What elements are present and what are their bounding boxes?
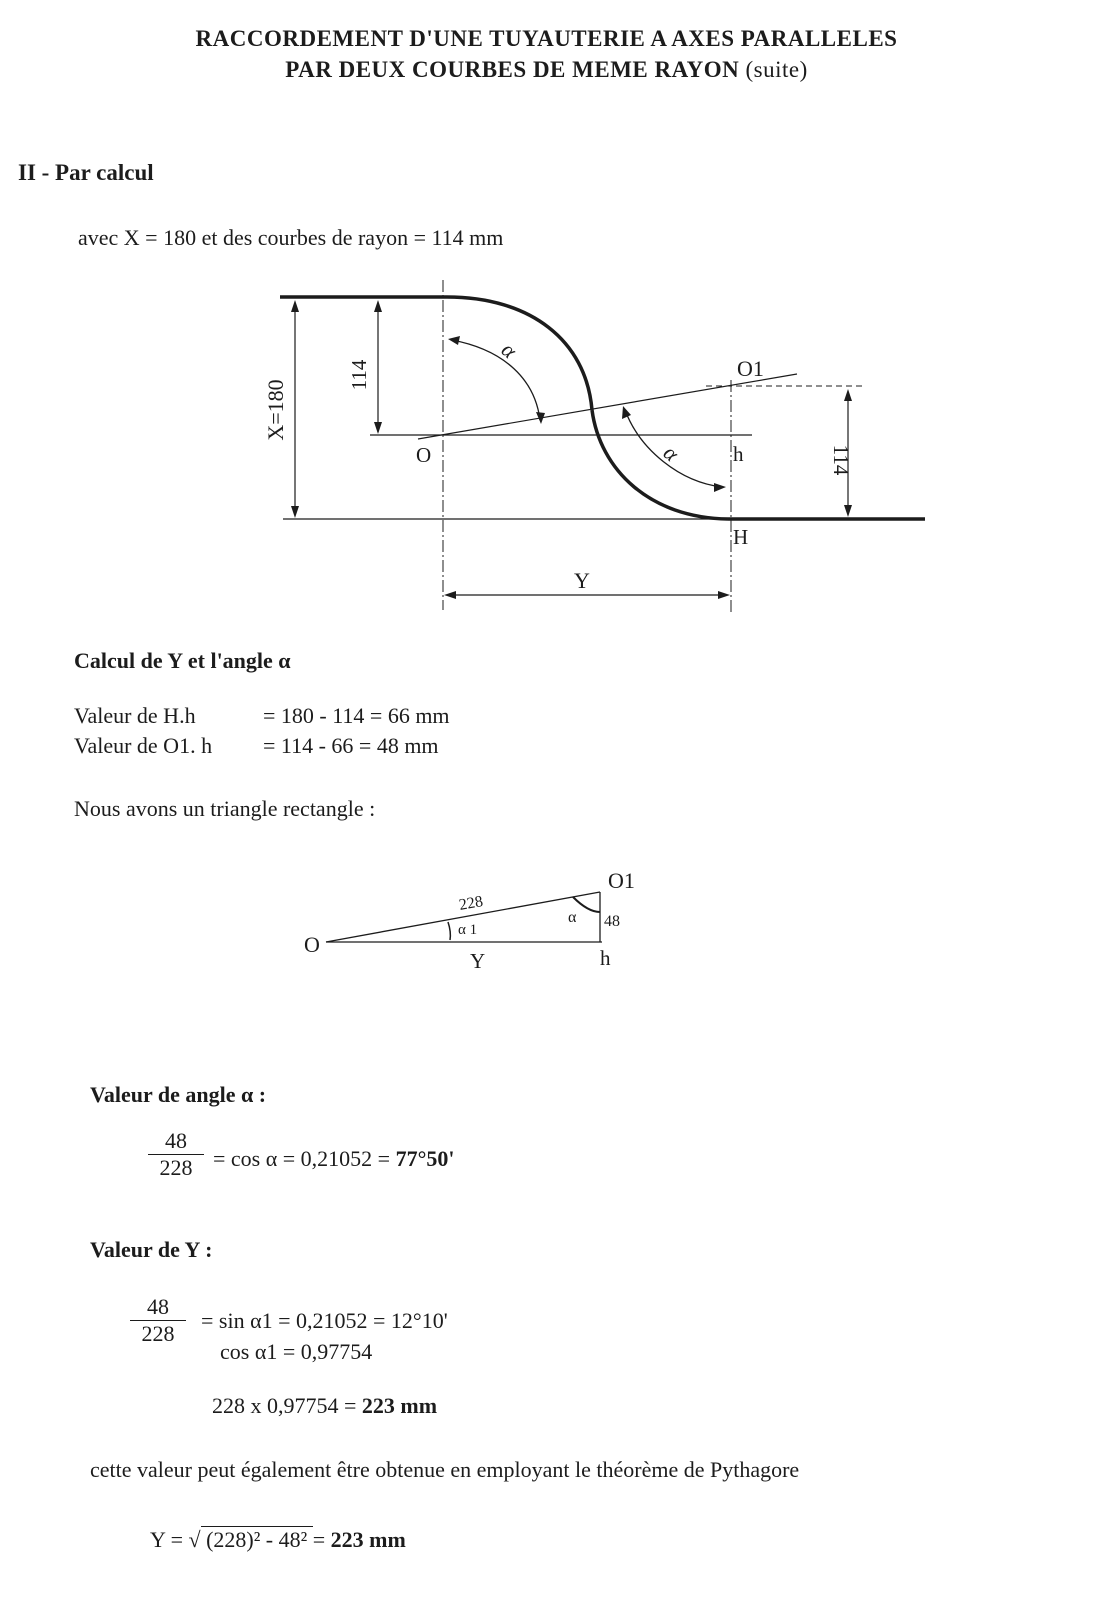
calc-heading: Calcul de Y et l'angle α	[74, 648, 291, 673]
pythagore-text: cette valeur peut également être obtenue en employant le théorème de Pythagore	[90, 1457, 800, 1482]
triangle-alpha1-label: α 1	[458, 922, 478, 938]
left-114-arrow-top	[374, 300, 382, 312]
angle-fraction-denominator: 228	[159, 1155, 193, 1180]
y-label: Y	[574, 568, 590, 593]
o1h-label: Valeur de O1. h	[74, 733, 213, 758]
angle-equation-result: 77°50'	[395, 1146, 455, 1171]
point-o-label: O	[416, 443, 432, 467]
alpha-arc-top	[452, 340, 540, 420]
right-triangle-diagram	[290, 860, 660, 980]
pythagore-y-prefix: Y = √	[150, 1527, 201, 1552]
angle-fraction	[148, 1128, 204, 1181]
triangle-228-label: 228	[457, 893, 485, 914]
triangle-intro: Nous avons un triangle rectangle :	[74, 796, 376, 821]
y-fraction	[130, 1294, 186, 1347]
y-fraction-numerator: 48	[147, 1294, 169, 1319]
triangle-48-label: 48	[604, 913, 620, 930]
hh-equation: = 180 - 114 = 66 mm	[263, 703, 450, 728]
triangle-alpha1-arc	[448, 922, 450, 940]
section-heading: II - Par calcul	[18, 160, 154, 185]
triangle-h-label: h	[600, 946, 611, 970]
right-114-label: 114	[829, 444, 853, 476]
y-product-plain: 228 x 0,97754 =	[212, 1393, 362, 1418]
y-cos-line: cos α1 = 0,97754	[220, 1339, 373, 1364]
alpha-arc-bottom-arrow-end	[714, 483, 726, 492]
right-114-arrow-bottom	[844, 505, 852, 517]
o1h-equation: = 114 - 66 = 48 mm	[263, 733, 439, 758]
point-h-label: H	[733, 525, 749, 549]
second-bend	[592, 410, 728, 519]
y-product-line	[212, 1393, 437, 1419]
x180-arrow-bottom	[291, 506, 299, 518]
triangle-o-label: O	[304, 932, 320, 957]
angle-equation-plain: = cos α = 0,21052 =	[213, 1146, 396, 1171]
title-line-1: RACCORDEMENT D'UNE TUYAUTERIE A AXES PARALLELES	[195, 26, 898, 51]
triangle-alpha-label: α	[568, 909, 577, 926]
intro-text: avec X = 180 et des courbes de rayon = 114 mm	[78, 225, 504, 250]
triangle-alpha-arc	[573, 897, 600, 912]
right-114-arrow-top	[844, 389, 852, 401]
point-h-small-label: h	[733, 442, 744, 466]
o-o1-line	[418, 374, 797, 439]
x180-label: X=180	[263, 379, 288, 441]
pythagore-formula	[150, 1527, 406, 1553]
angle-equation	[213, 1146, 455, 1172]
pythagore-equals: =	[312, 1527, 331, 1552]
alpha-arc-top-arrow-start	[448, 336, 460, 345]
left-114-label: 114	[347, 359, 371, 391]
left-114-arrow-bottom	[374, 422, 382, 434]
angle-fraction-numerator: 48	[165, 1128, 187, 1153]
title-suite: (suite)	[745, 57, 808, 82]
hh-label: Valeur de H.h	[74, 703, 196, 728]
title-line-2-main: PAR DEUX COURBES DE MEME RAYON	[285, 57, 740, 82]
x180-arrow-top	[291, 300, 299, 312]
alpha-bottom-label: α	[658, 439, 684, 467]
pythagore-radicand: (228)² - 48²	[200, 1527, 313, 1552]
y-arrow-left	[444, 591, 456, 599]
y-arrow-right	[718, 591, 730, 599]
point-o1-label: O1	[737, 356, 764, 381]
first-bend	[447, 297, 592, 410]
angle-heading: Valeur de angle α :	[90, 1082, 267, 1107]
title-line-2	[0, 57, 1093, 83]
triangle-o1-label: O1	[608, 868, 635, 893]
y-fraction-denominator: 228	[141, 1321, 175, 1346]
alpha-arc-bottom-arrow-start	[622, 406, 631, 419]
y-product-result: 223 mm	[361, 1393, 438, 1418]
y-sin-line: = sin α1 = 0,21052 = 12°10'	[201, 1308, 448, 1333]
pythagore-result: 223 mm	[330, 1527, 406, 1552]
triangle-y-label: Y	[470, 949, 486, 973]
alpha-top-label: α	[496, 336, 522, 364]
y-heading: Valeur de Y :	[90, 1237, 213, 1262]
pipe-bend-diagram	[0, 270, 1093, 620]
